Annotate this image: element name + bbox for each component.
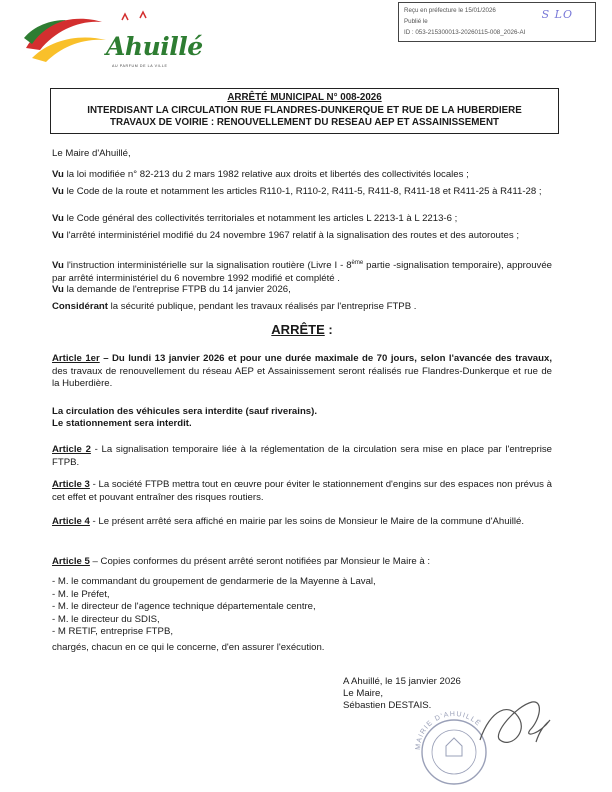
svg-text:MAIRIE D'AHUILLÉ: MAIRIE D'AHUILLÉ [414,710,483,751]
municipality-logo [22,8,203,70]
consideration: Vu la demande de l'entreprise FTPB du 14 janvier 2026, [52,284,291,295]
prefecture-stamp [398,2,596,42]
logo-name: Ahuillé [106,32,203,61]
decree-number: ARRÊTÉ MUNICIPAL N° 008-2026 [227,92,382,103]
recipient: - M RETIF, entreprise FTPB, [52,626,174,637]
consideration: Vu le Code de la route et notamment les articles R110-1, R110-2, R411-5, R411-8, R411-18 et R411-25 à R411-28 ; [52,186,542,197]
consideration: Vu la loi modifiée n° 82-213 du 2 mars 1982 relative aux droits et libertés des collectivités locales ; [52,169,469,180]
place-date: A Ahuillé, le 15 janvier 2026 [343,676,461,687]
stamp-published: Publié le [404,18,428,25]
article-4: Article 4 - Le présent arrêté sera affiché en mairie par les soins de Monsieur le Maire de la commune d'Ahuillé. [52,516,524,527]
signatory-name: Sébastien DESTAIS. [343,699,432,711]
article-2: Article 2 - La signalisation temporaire liée à la réglementation de la circulation sera mise en place par l'entreprise FTPB. [52,444,552,468]
recipient: - M. le commandant du groupement de gendarmerie de la Mayenne à Laval, [52,576,376,587]
closing-line: chargés, chacun en ce qui le concerne, d'en assurer l'exécution. [52,642,325,653]
consideration: Vu l'arrêté interministériel modifié du 24 novembre 1967 relatif à la signalisation des routes et des autoroutes ; [52,230,520,241]
decree-works: TRAVAUX DE VOIRIE : RENOUVELLEMENT DU RESEAU AEP ET ASSAINISSEMENT [109,117,499,128]
title-box [50,88,559,134]
handwritten-signature [470,690,560,760]
recipient: - M. le Préfet, [52,588,110,600]
article-3: Article 3 - La société FTPB mettra tout en œuvre pour éviter le stationnement d'engins sur des espaces non prévus à cet effet et pouvant entraîner des risques routiers. [52,479,552,503]
decree-subject: INTERDISANT LA CIRCULATION RUE FLANDRES-DUNKERQUE ET RUE DE LA HUBERDIERE [87,104,522,116]
consideration: Vu le Code général des collectivités territoriales et notamment les articles L 2213-1 à L 2213-6 ; [52,213,458,224]
article-1: Article 1er – Du lundi 13 janvier 2026 et pour une durée maximale de 70 jours, selon l'avancée des travaux, des travaux de renouvellement du réseau AEP et Assainissement seront réalisés rue Flandres-Dunkerque et rue de la Huberdière. [52,353,552,389]
recipient: - M. le directeur du SDIS, [52,613,160,625]
article-1-rule: Le stationnement sera interdit. [52,418,192,429]
article-5: Article 5 – Copies conformes du présent arrêté seront notifiées par Monsieur le Maire à : [52,556,431,567]
decision-heading: ARRÊTE : [271,322,333,337]
stamp-id: ID : 053-215300013-20260115-008_2026-AI [404,29,526,36]
recipient-list [52,576,552,639]
article-1-rule: La circulation des véhicules sera interdite (sauf riverains). [52,406,317,417]
stamp-received: Reçu en préfecture le 15/01/2026 [404,7,496,14]
consideration: Considérant la sécurité publique, pendant les travaux réalisés par l'entreprise FTPB . [52,301,417,312]
logo-tagline: AU PARFUM DE LA VILLE [112,64,168,68]
signatory-role: Le Maire, [343,687,383,699]
intro: Le Maire d'Ahuillé, [52,148,131,159]
stamp-initials: S LO [541,8,573,21]
recipient: - M. le directeur de l'agence technique départementale centre, [52,601,316,612]
consideration: Vu l'instruction interministérielle sur la signalisation routière (Livre I - 8ème partie -signalisation temporaire), approuvée par arrêté interministériel du 6 novembre 1992 modifié et complété . [52,260,552,284]
